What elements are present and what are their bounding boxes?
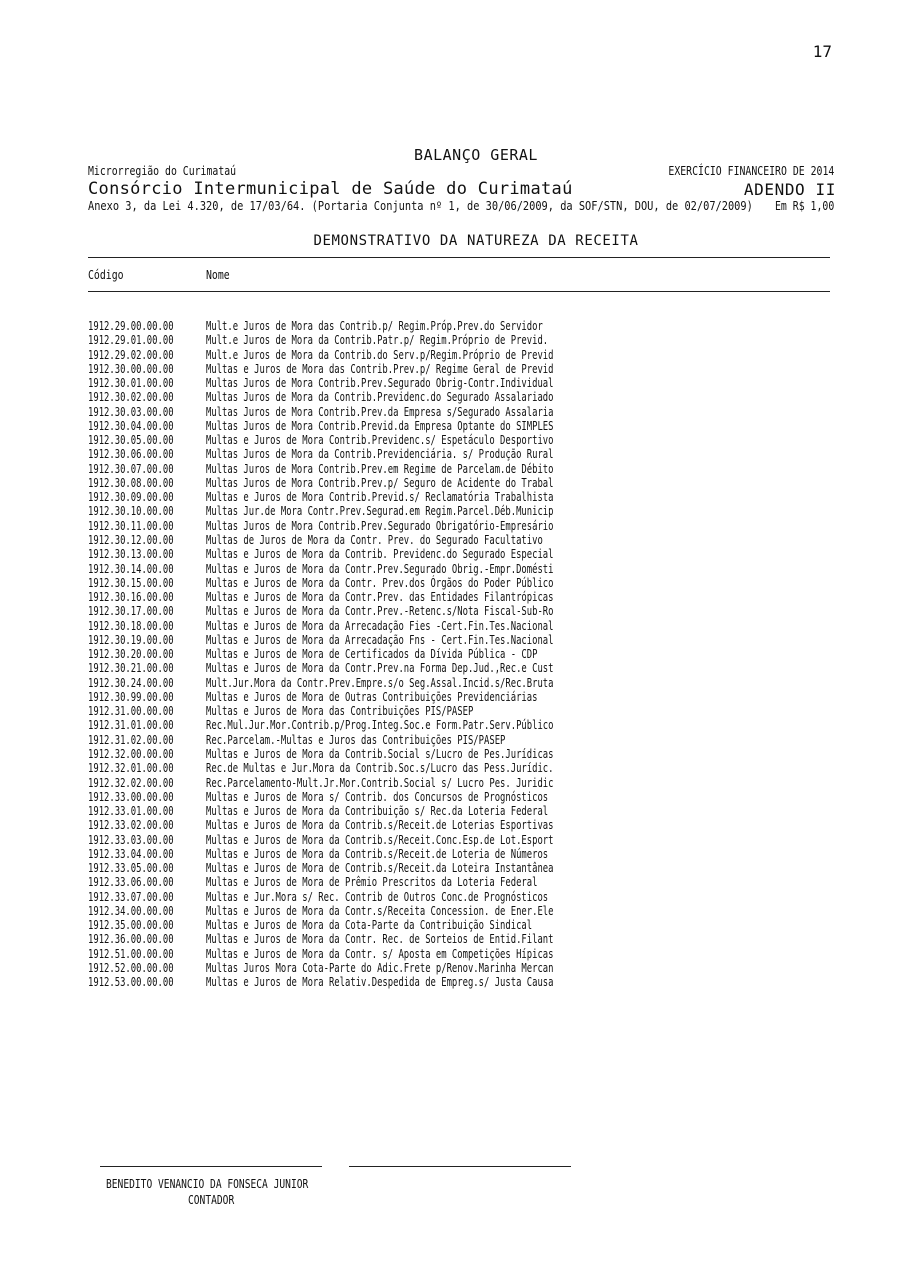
revenue-name: Multas Juros de Mora Contrib.Prev.em Regime de Parcelam.de Débito: [206, 461, 554, 476]
table-row: [88, 776, 828, 790]
revenue-code: 1912.30.24.00.00: [88, 675, 174, 690]
table-row: [88, 619, 828, 633]
table-row: [88, 376, 828, 390]
revenue-name: Multas Juros de Mora Contrib.Prev.Segurado Obrigatório-Empresário: [206, 518, 554, 533]
region-label: Microrregião do Curimataú: [88, 164, 237, 178]
signature-line-left: [100, 1166, 322, 1167]
revenue-code: 1912.52.00.00.00: [88, 960, 174, 975]
table-row: [88, 604, 828, 618]
table-row: [88, 533, 828, 547]
table-row: [88, 362, 828, 376]
revenue-code: 1912.36.00.00.00: [88, 932, 174, 947]
revenue-name: Multas e Juros de Mora da Contr. s/ Aposta em Competições Hípicas: [206, 946, 554, 961]
revenue-name: Rec.Mul.Jur.Mor.Contrib.p/Prog.Integ.Soc.e Form.Patr.Serv.Público: [206, 718, 554, 733]
table-row: [88, 476, 828, 490]
revenue-name: Multas de Juros de Mora da Contr. Prev. do Segurado Facultativo: [206, 532, 543, 547]
revenue-code: 1912.29.01.00.00: [88, 333, 174, 348]
revenue-code: 1912.31.02.00.00: [88, 732, 174, 747]
revenue-name: Mult.Jur.Mora da Contr.Prev.Empre.s/o Seg.Assal.Incid.s/Rec.Bruta: [206, 675, 554, 690]
revenue-code: 1912.33.04.00.00: [88, 846, 174, 861]
revenue-code: 1912.29.00.00.00: [88, 319, 174, 333]
revenue-code: 1912.30.07.00.00: [88, 461, 174, 476]
revenue-code: 1912.31.00.00.00: [88, 704, 174, 719]
revenue-code: 1912.31.01.00.00: [88, 718, 174, 733]
revenue-name: Multas e Juros de Mora da Contr.Prev.-Retenc.s/Nota Fiscal-Sub-Ro: [206, 604, 554, 619]
fiscal-year-label: EXERCÍCIO FINANCEIRO DE 2014: [668, 164, 834, 178]
table-row: [88, 633, 828, 647]
legal-reference: Anexo 3, da Lei 4.320, de 17/03/64. (Portaria Conjunta nº 1, de 30/06/2009, da SOF/STN, DOU, de 02/07/2009): [88, 199, 753, 213]
revenue-name: Multas e Juros de Mora da Contribuição s/ Rec.da Loteria Federal: [206, 804, 549, 819]
column-header-name: Nome: [206, 268, 230, 282]
table-row: [88, 733, 828, 747]
revenue-name: Multas Juros de Mora Contrib.Prev.Segurado Obrig-Contr.Individual: [206, 376, 554, 391]
table-row: [88, 761, 828, 775]
page-number: 17: [812, 42, 832, 61]
revenue-code: 1912.30.18.00.00: [88, 618, 174, 633]
table-row: [88, 433, 828, 447]
revenue-name: Mult.e Juros de Mora da Contrib.do Serv.p/Regim.Próprio de Previd: [206, 347, 554, 362]
table-row: [88, 419, 828, 433]
table-row: [88, 447, 828, 461]
table-row: [88, 961, 828, 975]
table-row: [88, 947, 828, 961]
revenue-code: 1912.29.02.00.00: [88, 347, 174, 362]
revenue-code: 1912.30.03.00.00: [88, 404, 174, 419]
table-row: [88, 918, 828, 932]
entity-name: Consórcio Intermunicipal de Saúde do Curimataú: [88, 179, 573, 199]
table-row: [88, 790, 828, 804]
revenue-name: Multas e Juros de Mora Contrib.Previdenc.s/ Espetáculo Desportivo: [206, 433, 554, 448]
table-row: [88, 847, 828, 861]
revenue-name: Rec.Parcelam.-Multas e Juros das Contribuições PIS/PASEP: [206, 732, 506, 747]
revenue-code: 1912.30.08.00.00: [88, 475, 174, 490]
revenue-code: 1912.33.06.00.00: [88, 875, 174, 890]
revenue-code: 1912.33.07.00.00: [88, 889, 174, 904]
revenue-code: 1912.30.06.00.00: [88, 447, 174, 462]
table-row: [88, 647, 828, 661]
revenue-name: Multas e Juros de Mora Contrib.Previd.s/ Reclamatória Trabalhista: [206, 490, 554, 505]
revenue-code: 1912.33.05.00.00: [88, 861, 174, 876]
revenue-name: Multas Jur.de Mora Contr.Prev.Segurad.em Regim.Parcel.Déb.Municip: [206, 504, 554, 519]
revenue-name: Multas e Juros de Mora Relativ.Despedida de Empreg.s/ Justa Causa: [206, 975, 554, 990]
revenue-name: Multas Juros de Mora Contrib.Previd.da Empresa Optante do SIMPLES: [206, 418, 554, 433]
revenue-name: Multas e Jur.Mora s/ Rec. Contrib de Outros Conc.de Prognósticos: [206, 889, 549, 904]
revenue-name: Multas e Juros de Mora da Contr.Prev. das Entidades Filantrópicas: [206, 590, 554, 605]
revenue-code: 1912.30.13.00.00: [88, 547, 174, 562]
revenue-name: Multas e Juros de Mora da Contr.Prev.na Forma Dep.Jud.,Rec.e Cust: [206, 661, 554, 676]
table-row: [88, 319, 828, 333]
revenue-name: Multas Juros Mora Cota-Parte do Adic.Frete p/Renov.Marinha Mercan: [206, 960, 554, 975]
revenue-name: Multas e Juros de Mora da Arrecadação Fns - Cert.Fin.Tes.Nacional: [206, 632, 554, 647]
table-row: [88, 462, 828, 476]
revenue-code: 1912.30.21.00.00: [88, 661, 174, 676]
revenue-name: Multas e Juros de Mora da Contr. Prev.dos Órgãos do Poder Público: [206, 575, 554, 590]
table-row: [88, 690, 828, 704]
revenue-name: Multas e Juros de Mora da Contrib.s/Receit.de Loteria de Números: [206, 846, 549, 861]
report-title: BALANÇO GERAL: [414, 146, 538, 164]
revenue-name: Multas e Juros de Mora das Contrib.Prev.p/ Regime Geral de Previd: [206, 361, 554, 376]
table-row: [88, 490, 828, 504]
revenue-code: 1912.51.00.00.00: [88, 946, 174, 961]
table-row: [88, 562, 828, 576]
revenue-name: Multas e Juros de Mora da Contr. Rec. de Sorteios de Entid.Filant: [206, 932, 554, 947]
revenue-name: Multas Juros de Mora Contrib.Prev.p/ Seguro de Acidente do Trabal: [206, 475, 554, 490]
addendum-label: ADENDO II: [743, 180, 836, 199]
revenue-name: Multas e Juros de Mora da Contr.s/Receita Concession. de Ener.Ele: [206, 903, 554, 918]
revenue-code: 1912.30.05.00.00: [88, 433, 174, 448]
table-row: [88, 861, 828, 875]
table-row: [88, 405, 828, 419]
revenue-name: Multas e Juros de Mora da Contrib. Previdenc.do Segurado Especial: [206, 547, 554, 562]
revenue-code: 1912.30.10.00.00: [88, 504, 174, 519]
table-row: [88, 704, 828, 718]
revenue-name: Multas Juros de Mora da Contrib.Previdenciária. s/ Produção Rural: [206, 447, 554, 462]
table-row: [88, 676, 828, 690]
header-divider-bottom: [88, 291, 830, 292]
table-row: [88, 890, 828, 904]
revenue-code: 1912.30.12.00.00: [88, 532, 174, 547]
table-row: [88, 833, 828, 847]
table-row: [88, 504, 828, 518]
revenue-table: [88, 319, 828, 989]
revenue-code: 1912.30.09.00.00: [88, 490, 174, 505]
revenue-code: 1912.30.17.00.00: [88, 604, 174, 619]
revenue-code: 1912.53.00.00.00: [88, 975, 174, 990]
revenue-name: Multas e Juros de Mora da Contr.Prev.Segurado Obrig.-Empr.Domésti: [206, 561, 554, 576]
revenue-name: Multas e Juros de Mora de Prêmio Prescritos da Loteria Federal: [206, 875, 538, 890]
revenue-code: 1912.30.00.00.00: [88, 361, 174, 376]
revenue-code: 1912.33.01.00.00: [88, 804, 174, 819]
revenue-code: 1912.30.19.00.00: [88, 632, 174, 647]
revenue-code: 1912.32.01.00.00: [88, 761, 174, 776]
table-row: [88, 975, 828, 989]
revenue-code: 1912.32.02.00.00: [88, 775, 174, 790]
revenue-code: 1912.33.03.00.00: [88, 832, 174, 847]
table-row: [88, 590, 828, 604]
revenue-name: Multas e Juros de Mora da Contrib.s/Receit.Conc.Esp.de Lot.Esport: [206, 832, 554, 847]
revenue-name: Multas e Juros de Mora de Outras Contribuições Previdenciárias: [206, 689, 538, 704]
revenue-code: 1912.30.16.00.00: [88, 590, 174, 605]
revenue-name: Multas e Juros de Mora da Arrecadação Fies -Cert.Fin.Tes.Nacional: [206, 618, 554, 633]
revenue-code: 1912.30.20.00.00: [88, 647, 174, 662]
table-row: [88, 333, 828, 347]
revenue-name: Mult.e Juros de Mora da Contrib.Patr.p/ Regim.Próprio de Previd.: [206, 333, 549, 348]
revenue-name: Multas e Juros de Mora da Cota-Parte da Contribuição Sindical: [206, 918, 533, 933]
revenue-name: Rec.de Multas e Jur.Mora da Contrib.Soc.s/Lucro das Pess.Jurídic.: [206, 761, 554, 776]
revenue-name: Multas e Juros de Mora de Contrib.s/Receit.da Loteira Instantânea: [206, 861, 554, 876]
signatory-role: CONTADOR: [188, 1193, 235, 1207]
table-row: [88, 875, 828, 889]
revenue-code: 1912.30.04.00.00: [88, 418, 174, 433]
section-title: DEMONSTRATIVO DA NATUREZA DA RECEITA: [313, 233, 639, 249]
revenue-name: Multas e Juros de Mora de Certificados da Dívida Pública - CDP: [206, 647, 538, 662]
column-header-code: Código: [88, 268, 124, 282]
revenue-code: 1912.30.01.00.00: [88, 376, 174, 391]
revenue-code: 1912.30.02.00.00: [88, 390, 174, 405]
table-row: [88, 932, 828, 946]
revenue-code: 1912.30.11.00.00: [88, 518, 174, 533]
revenue-code: 1912.30.14.00.00: [88, 561, 174, 576]
table-row: [88, 547, 828, 561]
signature-line-right: [349, 1166, 571, 1167]
revenue-code: 1912.33.02.00.00: [88, 818, 174, 833]
table-row: [88, 818, 828, 832]
revenue-name: Multas e Juros de Mora da Contrib.Social s/Lucro de Pes.Jurídicas: [206, 746, 554, 761]
revenue-name: Mult.e Juros de Mora das Contrib.p/ Regim.Próp.Prev.do Servidor: [206, 319, 543, 333]
revenue-code: 1912.30.15.00.00: [88, 575, 174, 590]
revenue-name: Multas Juros de Mora Contrib.Prev.da Empresa s/Segurado Assalaria: [206, 404, 554, 419]
table-row: [88, 718, 828, 732]
table-row: [88, 576, 828, 590]
table-row: [88, 519, 828, 533]
revenue-name: Multas Juros de Mora da Contrib.Previdenc.do Segurado Assalariado: [206, 390, 554, 405]
revenue-name: Multas e Juros de Mora s/ Contrib. dos Concursos de Prognósticos: [206, 789, 549, 804]
table-row: [88, 661, 828, 675]
table-row: [88, 904, 828, 918]
currency-label: Em R$ 1,00: [774, 199, 834, 213]
revenue-code: 1912.30.99.00.00: [88, 689, 174, 704]
revenue-name: Multas e Juros de Mora das Contribuições PIS/PASEP: [206, 704, 474, 719]
table-row: [88, 348, 828, 362]
revenue-code: 1912.34.00.00.00: [88, 903, 174, 918]
revenue-name: Rec.Parcelamento-Mult.Jr.Mor.Contrib.Social s/ Lucro Pes. Juridic: [206, 775, 554, 790]
revenue-name: Multas e Juros de Mora da Contrib.s/Receit.de Loterias Esportivas: [206, 818, 554, 833]
revenue-code: 1912.32.00.00.00: [88, 746, 174, 761]
header-divider-top: [88, 257, 830, 258]
table-row: [88, 804, 828, 818]
table-row: [88, 747, 828, 761]
revenue-code: 1912.35.00.00.00: [88, 918, 174, 933]
revenue-code: 1912.33.00.00.00: [88, 789, 174, 804]
signatory-name: BENEDITO VENANCIO DA FONSECA JUNIOR: [106, 1177, 309, 1191]
table-row: [88, 390, 828, 404]
